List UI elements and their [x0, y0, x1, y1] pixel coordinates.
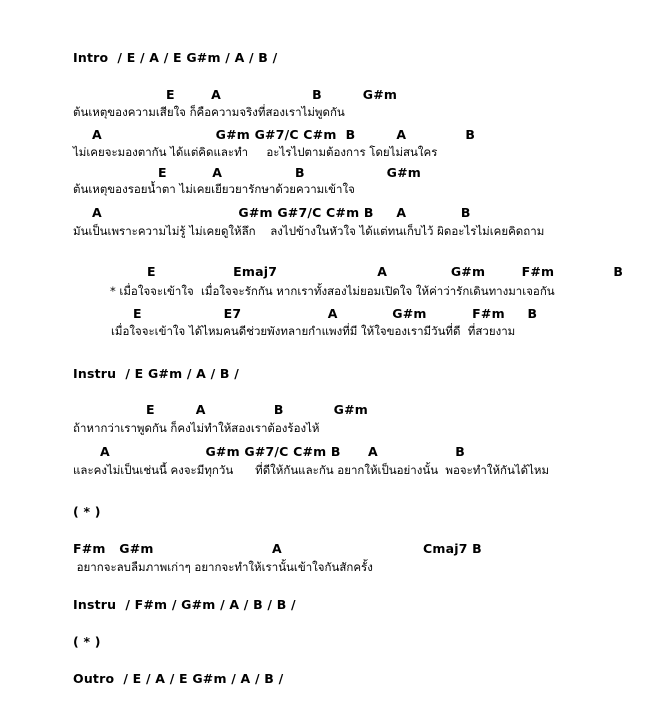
chord-line: A G#m G#7/C C#m B A B — [92, 127, 476, 142]
lyric-line: มันเป็นเพราะความไม่รู้ ไม่เคยดูให้ลึก ลงไปข้างในหัวใจ ได้แต่ทนเก็บไว้ ผิดอะไรไม่เคยคิดถาม — [73, 224, 545, 238]
chord-line: F#m G#m A Cmaj7 B — [73, 541, 482, 556]
chord-line: A G#m G#7/C C#m B A B — [92, 205, 471, 220]
lyric-line: * เมื่อใจจะเข้าใจ เมื่อใจจะรักกัน หากเราทั้งสองไม่ยอมเปิดใจ ให้ค่าว่ารักเดินทางมาเจอกัน — [110, 284, 555, 298]
chord-line: E A B G#m — [158, 165, 421, 180]
instru-line: Instru / E G#m / A / B / — [73, 366, 239, 381]
chord-line: E E7 A G#m F#m B — [133, 306, 538, 321]
chord-line: E Emaj7 A G#m F#m B — [147, 264, 624, 279]
lyric-line: เมื่อใจจะเข้าใจ ได้ไหมคนดีช่วยพังทลายกำแพงที่มี ให้ใจของเรามีวันที่ดี ที่สวยงาม — [111, 324, 516, 338]
instru-line: Instru / F#m / G#m / A / B / B / — [73, 597, 296, 612]
lyric-line: ไม่เคยจะมองตากัน ได้แต่คิดและทำ อะไรไปตามต้องการ โดยไม่สนใคร — [73, 145, 438, 159]
outro-line: Outro / E / A / E G#m / A / B / — [73, 671, 284, 686]
chord-line: E A B G#m — [166, 87, 398, 102]
chord-line: E A B G#m — [146, 402, 369, 417]
lyric-line: ถ้าหากว่าเราพูดกัน ก็คงไม่ทำให้สองเราต้องร้องไห้ — [73, 421, 320, 435]
intro-line: Intro / E / A / E G#m / A / B / — [73, 50, 278, 65]
lyric-line: อยากจะลบลืมภาพเก่าๆ อยากจะทำให้เรานั้นเข้าใจกันสักครั้ง — [73, 560, 373, 574]
lyric-line: และคงไม่เป็นเช่นนี้ คงจะมีทุกวัน ที่ดีให้กันและกัน อยากให้เป็นอย่างนั้น พอจะทำให้กันได้ไหม — [73, 463, 550, 477]
repeat-marker: ( * ) — [73, 634, 101, 649]
lyric-line: ต้นเหตุของรอยน้ำตา ไม่เคยเยียวยารักษาด้วยความเข้าใจ — [73, 182, 355, 196]
lyric-line: ต้นเหตุของความเสียใจ ก็คือความจริงที่สองเราไม่พูดกัน — [73, 105, 345, 119]
repeat-marker: ( * ) — [73, 504, 101, 519]
chord-line: A G#m G#7/C C#m B A B — [100, 444, 465, 459]
